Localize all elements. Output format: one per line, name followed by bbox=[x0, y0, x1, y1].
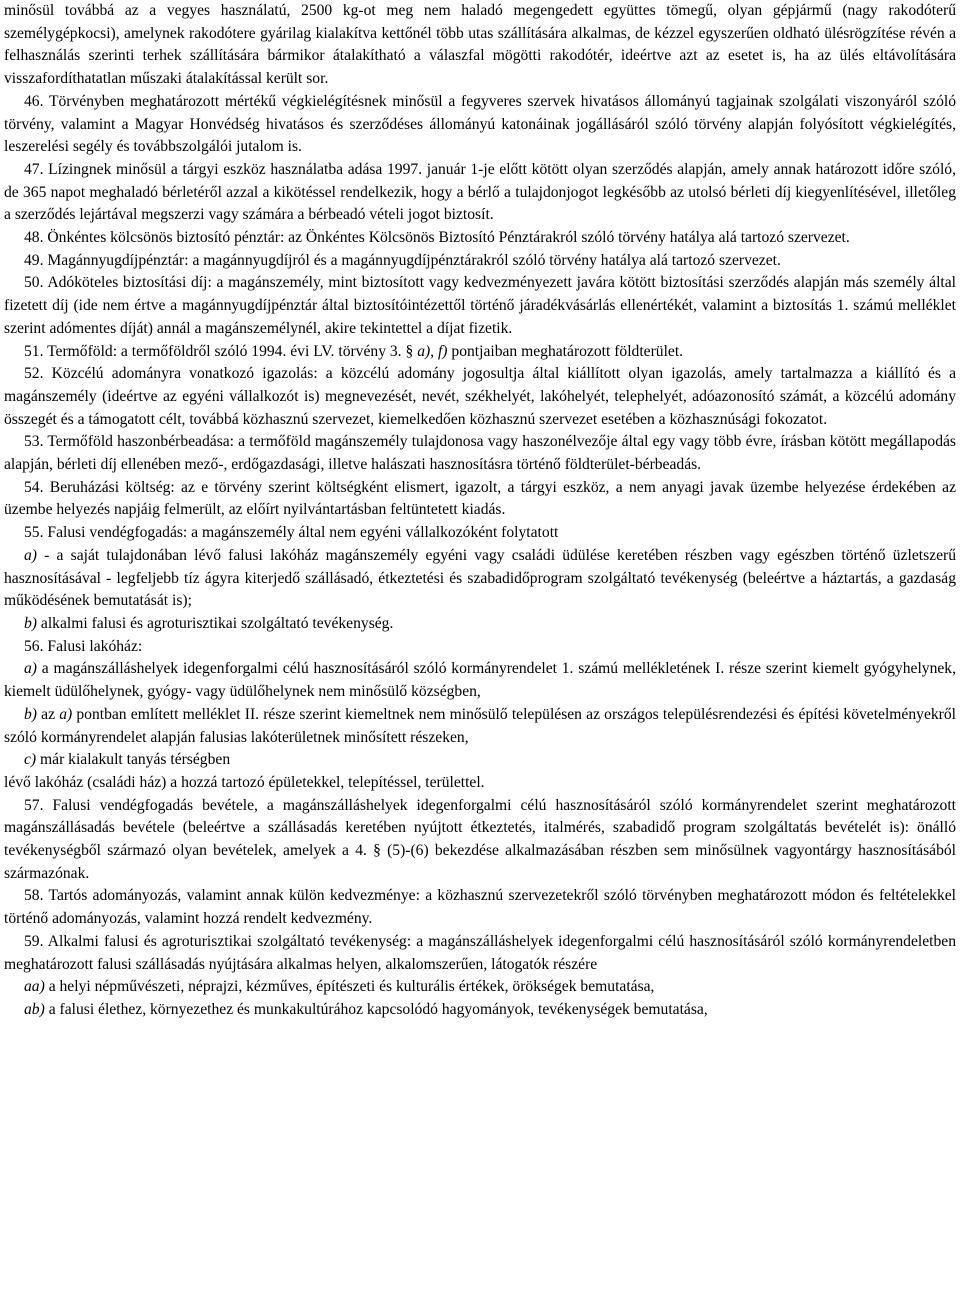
italic-text: ab) bbox=[24, 1000, 45, 1018]
paragraph-text: pontjaiban meghatározott földterület. bbox=[447, 342, 684, 360]
italic-text: a) bbox=[59, 705, 73, 723]
paragraph-p56 bbox=[4, 636, 956, 659]
paragraph-p54 bbox=[4, 477, 956, 522]
paragraph-text: a magánszálláshelyek idegenforgalmi célú hasznosításáról szóló kormányrendelet 1. számú mellékletének I. része szerint kiemelt gyógyhelynek, kiemelt üdülőhelynek, gyógy- vagy üdülőhelynek nem minősülő községben, bbox=[4, 660, 956, 701]
paragraph-text: lévő lakóház (családi ház) a hozzá tartozó épületekkel, telepítéssel, területtel. bbox=[4, 773, 485, 791]
paragraph-p58 bbox=[4, 885, 956, 930]
paragraph-text: 55. Falusi vendégfogadás: a magánszemély által nem egyéni vállalkozóként folytatott bbox=[24, 524, 559, 542]
paragraph-text: 46. Törvényben meghatározott mértékű végkielégítésnek minősül a fegyveres szervek hivatásos állományú tagjainak szolgálati viszonyáról szóló törvény, valamint a Magyar Honvédség hivatásos és szerződéses állományú katonáinak jogállásáról szóló törvény alapján folyósított végkielégítés, leszerelési segély és továbbszolgálói jutalom is. bbox=[4, 92, 956, 156]
paragraph-text: 51. Termőföld: a termőföldről szóló 1994. évi LV. törvény 3. § bbox=[24, 342, 418, 360]
paragraph-text: a falusi élethez, környezethez és munkakultúrához kapcsolódó hagyományok, tevékenységek bemutatása, bbox=[44, 1000, 708, 1018]
document-body bbox=[4, 0, 956, 1022]
paragraph-p56d bbox=[4, 772, 956, 795]
paragraph-text: az bbox=[37, 705, 60, 723]
paragraph-p55a bbox=[4, 545, 956, 613]
italic-text: b) bbox=[24, 705, 37, 723]
paragraph-text: 59. Alkalmi falusi és agroturisztikai szolgáltató tevékenység: a magánszálláshelyek idegenforgalmi célú hasznosításáról szóló kormányrendeletben meghatározott falusi szállásadás nyújtására alkalmas helyen, alkalomszerűen, látogatók részére bbox=[4, 932, 956, 973]
paragraph-text: - a saját tulajdonában lévő falusi lakóház magánszemély egyéni vagy családi üdülése keretében részben vagy egészben történő üzletszerű hasznosításával - legfeljebb tíz ágyra kiterjedő szállásadó, étkeztetési és szabadidőprogram szolgáltató tevékenység (beleértve a háztartás, a gazdaság működésének bemutatását is); bbox=[4, 546, 956, 610]
italic-text: a), f) bbox=[417, 342, 448, 360]
paragraph-p56b bbox=[4, 704, 956, 749]
italic-text: c) bbox=[24, 751, 37, 769]
paragraph-text: pontban említett melléklet II. része szerint kiemeltnek nem minősülő településen az országos településrendezési és építési követelményekről szóló kormányrendelet alapján falusias lakóterületnek minősített részeken, bbox=[4, 705, 956, 746]
paragraph-p46 bbox=[4, 91, 956, 159]
paragraph-text: a helyi népművészeti, néprajzi, kézműves, építészeti és kulturális értékek, örökségek bemutatása, bbox=[44, 978, 655, 996]
paragraph-cont-45 bbox=[4, 0, 956, 91]
italic-text: a) bbox=[24, 660, 37, 678]
paragraph-p47 bbox=[4, 159, 956, 227]
paragraph-p57 bbox=[4, 795, 956, 886]
paragraph-text: 50. Adóköteles biztosítási díj: a magánszemély, mint biztosított vagy kedvezményezett javára kötött biztosítási szerződés alapján más személy által fizetett díj (ide nem értve a magánnyugdíjpénztár által biztosítóintézettől történő járadékvásárlás ellenértékét, valamint a biztosítás 1. számú melléklet szerint adómentes díját) annál a magánszemélynél, akire tekintettel a díjat fizetik. bbox=[4, 274, 956, 337]
paragraph-p59aa bbox=[4, 976, 956, 999]
paragraph-p59ab bbox=[4, 999, 956, 1022]
paragraph-p55 bbox=[4, 522, 956, 545]
paragraph-p50 bbox=[4, 272, 956, 340]
paragraph-text: 48. Önkéntes kölcsönös biztosító pénztár: az Önkéntes Kölcsönös Biztosító Pénztárakról szóló törvény hatálya alá tartozó szervezet. bbox=[24, 229, 850, 247]
paragraph-text: 57. Falusi vendégfogadás bevétele, a magánszálláshelyek idegenforgalmi célú hasznosításáról szóló kormányrendelet szerint meghatározott magánszállásadás bevétele (beleértve a szállásadás keretében nyújtott étkeztetés, italmérés, szabadidő program szolgáltatás bevételét is): önálló tevékenységből származó olyan bevételek, amelyek a 4. § (5)-(6) bekezdése alkalmazásában részben sem minősülnek vagyontárgy hasznosításából származónak. bbox=[4, 796, 956, 882]
paragraph-text: alkalmi falusi és agroturisztikai szolgáltató tevékenység. bbox=[37, 614, 394, 632]
paragraph-p55b bbox=[4, 613, 956, 636]
paragraph-p53 bbox=[4, 431, 956, 476]
paragraph-text: 52. Közcélú adományra vonatkozó igazolás: a közcélú adomány jogosultja által kiállított olyan igazolás, amely tartalmazza a kiállító és a magánszemély (ideértve az egyéni vállalkozót is) megnevezését, nevét, székhelyét, lakóhelyét, telephelyét, adóazonosító számát, a közcélú adomány összegét és a támogatott célt, továbbá közhasznú szervezet, kiemelkedően közhasznú szervezet esetében a közhasznúsági fokozatot. bbox=[4, 365, 956, 428]
paragraph-text: 47. Lízingnek minősül a tárgyi eszköz használatba adása 1997. január 1-je előtt kötött olyan szerződés alapján, amely annak határozott időre szóló, de 365 napot meghaladó bérletéről azzal a kikötéssel rendelkezik, hogy a bérlő a tulajdonjogot legkésőbb az utolsó bérleti díj kiegyenlítésével, illetőleg a szerződés lejártával megszerzi vagy számára a bérbeadó vételi jogot biztosít. bbox=[4, 160, 956, 224]
paragraph-text: 54. Beruházási költség: az e törvény szerint költségként elismert, igazolt, a tárgyi eszköz, a nem anyagi javak üzembe helyezése érdekében az üzembe helyezés napjáig felmerült, az előírt nyilvántartásban feltüntetett kiadás. bbox=[4, 478, 956, 519]
italic-text: aa) bbox=[24, 978, 45, 996]
paragraph-text: 53. Termőföld haszonbérbeadása: a termőföld magánszemély tulajdonosa vagy haszonélvezője által egy vagy több évre, írásban kötött megállapodás alapján, bérleti díj ellenében mező-, erdőgazdasági, illetve halászati hasznosításra történő földterület-bérbeadás. bbox=[4, 433, 956, 474]
paragraph-text: 56. Falusi lakóház: bbox=[24, 637, 143, 655]
paragraph-p56c bbox=[4, 749, 956, 772]
paragraph-text: már kialakult tanyás térségben bbox=[36, 751, 231, 769]
paragraph-text: minősül továbbá az a vegyes használatú, 2500 kg-ot meg nem haladó megengedett együttes tömegű, olyan gépjármű (nagy rakodóterű személygépkocsi), amelynek rakodótere gyárilag kialakítva kettőnél több utas szállítására alkalmas, de kézzel egyszerűen oldható ülésrögzítése révén a felhasználás szerinti terhek szállítására bármikor átalakítható a válaszfal mögötti rakodótér, ideértve azt az esetet is, ha az ülés eltávolítására visszafordíthatatlan műszaki átalakítással került sor. bbox=[4, 2, 956, 88]
paragraph-p56a bbox=[4, 658, 956, 703]
paragraph-text: 49. Magánnyugdíjpénztár: a magánnyugdíjról és a magánnyugdíjpénztárakról szóló törvény hatálya alá tartozó szervezet. bbox=[24, 251, 781, 269]
italic-text: b) bbox=[24, 614, 37, 632]
paragraph-p51 bbox=[4, 341, 956, 364]
paragraph-p49 bbox=[4, 250, 956, 273]
paragraph-p52 bbox=[4, 363, 956, 431]
paragraph-p48 bbox=[4, 227, 956, 250]
paragraph-text: 58. Tartós adományozás, valamint annak külön kedvezménye: a közhasznú szervezetekről szóló törvényben meghatározott módon és feltételekkel történő adományozás, valamint hozzá rendelt kedvezmény. bbox=[4, 887, 956, 928]
paragraph-p59 bbox=[4, 931, 956, 976]
italic-text: a) bbox=[24, 546, 37, 564]
